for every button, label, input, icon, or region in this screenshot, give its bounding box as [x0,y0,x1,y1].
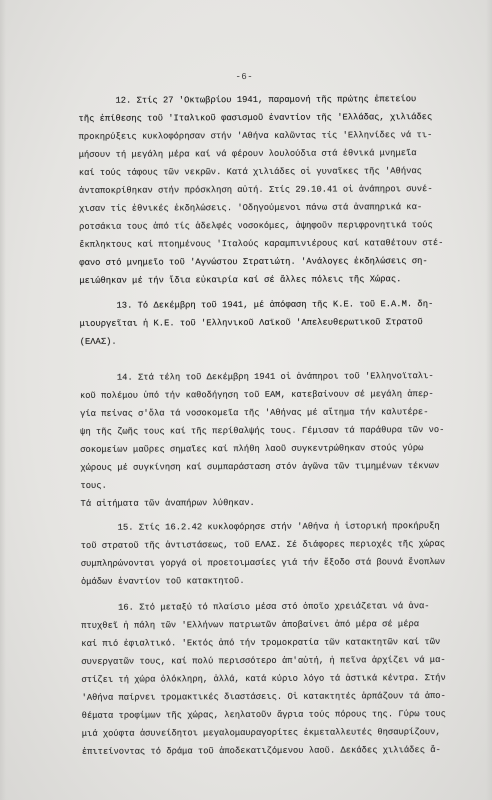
paragraph-15 [81,517,481,591]
text-line: πτυχθεῖ ἡ πάλη τῶν 'Ελλήνων πατριωτῶν ἀποβαίνει ἀπό μέρα σέ μέρα [81,619,420,631]
paragraph-13 [79,295,479,351]
text-line: τοῦ στρατοῦ τῆς ἀντιστάσεως, τοῦ ΕΛΑΣ. Σέ διάφορες περιοχές τῆς χώρας [80,538,446,551]
text-line: προκηρύξεις κυκλοφόρησαν στήν 'Αθήνα καλῶντας τίς 'Ελληνίδες νά τι- [78,130,433,142]
text-line: ἔκπληκτους καί πτοημένους 'Ιταλούς καραμπινιέρους καί καταθέτουν στέ- [79,237,444,250]
text-line: καί πιό ἐφιαλτικό. 'Εκτός ἀπό τήν τρομοκρατία τῶν κατακτητῶν καί τῶν [81,636,441,649]
text-line: στίζει τή χώρα ὁλόκληρη, ἀλλά, κατά κύριο λόγο τά ἀστικά κέντρα. Στήν [81,672,446,685]
text-line: τῆς ἐπίθεσης τοῦ 'Ιταλικοῦ φασισμοῦ ἐναντίον τῆς 'Ελλάδας, χιλιάδες [78,112,433,124]
text-line: σοκομείων μαῦρες σημαῖες καί πλήθη λαοῦ συγκεντρώθηκαν στούς γύρω [80,443,424,455]
text-line: κοῦ πολέμου ὑπό τήν καθοδήγηση τοῦ ΕΑΜ, κατεβαίνουν σέ μεγάλη ἀπερ- [79,389,434,401]
text-line: συνεργατῶν τους, καί πολύ περισσότερο ἀπ'αὐτή, ἡ πεῖνα ἀρχίζει νά μα- [81,654,446,667]
text-line: 16. Στό μεταξύ τό πλαίσιο μέσα στό ὁποῖο χρειάζεται νά ἀνα- [118,601,430,613]
text-line: τους. [80,480,107,491]
text-line: συμπληρώνονται γοργά οἱ προετοιμασίες γιά τήν ἔξοδο στά βουνά ἔνοπλων [80,556,446,569]
text-line: ψη τῆς ζωῆς τους καί τῆς περίθαλψής τους. Γέμισαν τά παράθυρα τῶν νο- [80,424,445,437]
text-line: μειώθηκαν μέ τήν ἴδια εὐκαιρία καί σέ ἄλλες πόλεις τῆς Χώρας. [79,274,402,286]
text-line: 14. Στά τέλη τοῦ Δεκέμβρη 1941 οἱ ἀνάπηροι τοῦ 'Ελληνοϊταλι- [116,371,434,383]
text-line: (ΕΛΑΣ). [79,336,117,347]
text-line: φανο στό μνημεῖο τοῦ 'Αγνώστου Στρατιώτη. 'Ανάλογες ἐκδηλώσεις ση- [79,256,428,268]
text-line: 15. Στίς 16.2.42 κυκλοφόρησε στήν 'Αθήνα ἡ ἱστορική προκήρυξη [117,520,440,533]
text-line: μιά χούφτα ἀσυνείδητοι μεγαλομαυραγορίτες ἐκμεταλλευτές θησαυρίζουν, [81,726,441,739]
paragraph-12 [78,90,479,290]
text-line: ἀνταποκρίθηκαν στήν πρόσκληση αὐτή. Στίς 29.10.41 οἱ ἀνάπηροι συνέ- [78,184,433,196]
text-line: θέματα τροφίμων τῆς χώρας, λεηλατοῦν ἄγρια τούς πόρους της. Γύρω τους [81,708,446,721]
text-line: χισαν τίς ἐθνικές ἐκδηλώσεις. 'Οδηγούμενοι πάνω στά ἀναπηρικά κα- [78,202,423,214]
text-line: μήσουν τή μεγάλη μέρα καί νά φέρουν λουλούδια στά ἐθνικά μνημεῖα [78,148,417,160]
page-number: -6- [235,71,254,83]
paragraph-16 [81,597,482,761]
text-line: χώρους μέ συγκίνηση καί συμπαράσταση στόν ἀγῶνα τῶν τιμημένων τέκνων [80,460,440,473]
text-line: ροτσάκια τους ἀπό τίς ἀδελφές νοσοκόμες, ἀψηφοῦν περιφρονητικά τούς [79,220,433,232]
paragraph-14 [80,367,481,513]
text-line: 12. Στίς 27 'Οκτωβρίου 1941, παραμονή τῆς πρώτης ἐπετείου [115,94,417,106]
text-line: ἐπιτείνοντας τό δράμα τοῦ ἀποδεκατιζόμενου λαοῦ. Δεκάδες χιλιάδες ἄ- [81,744,441,757]
text-line: γία πείνας σ'ὅλα τά νοσοκομεῖα τῆς 'Αθήνας μέ αἴτημα τήν καλυτέρε- [80,407,429,419]
text-line: μιουργεῖται ἡ Κ.Ε. τοῦ 'Ελληνικοῦ Λαϊκοῦ 'Απελευθερωτικοῦ Στρατοῦ [79,317,423,329]
text-line: ὁμάδων ἐναντίον τοῦ κατακτητοῦ. [80,576,245,587]
text-line: καί τούς τάφους τῶν νεκρῶν. Κατά χιλιάδες οἱ γυναῖκες τῆς 'Αθήνας [78,166,422,178]
text-line: 'Αθήνα παίρνει τρομακτικές διαστάσεις. Οἱ κατακτητές ἁρπάζουν τά ἀπο- [81,690,446,703]
text-line: 13. Τό Δεκέμβρη τοῦ 1941, μέ ἀπόφαση τῆς Κ.Ε. τοῦ Ε.Α.Μ. δη- [116,299,434,311]
text-line: Τά αἰτήματα τῶν ἀναπήρων λύθηκαν. [80,497,255,509]
